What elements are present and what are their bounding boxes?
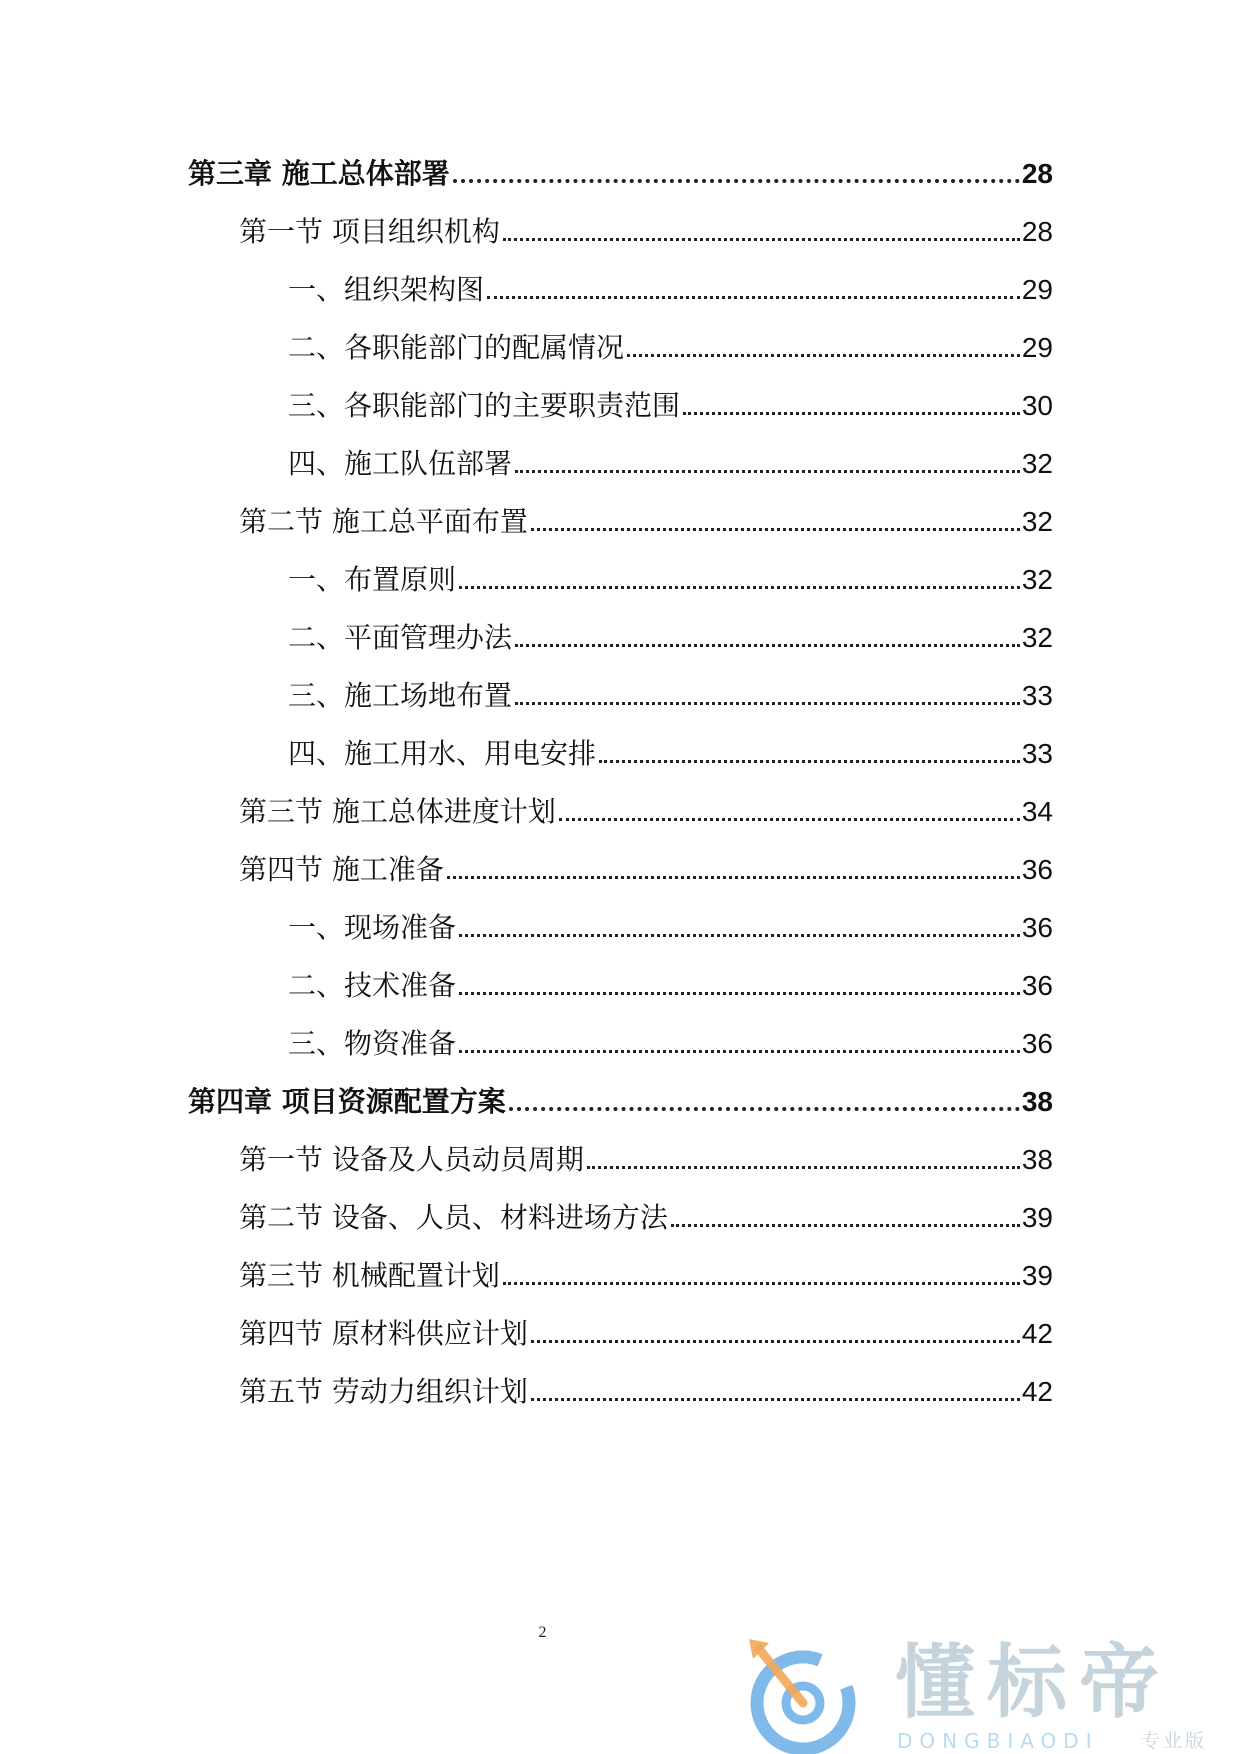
toc-entry-title: 第四节 施工准备: [239, 853, 444, 886]
toc-entry-subsection[interactable]: [288, 322, 1053, 366]
toc-entry-page: 32: [1021, 564, 1053, 595]
toc-entry-title: 一、组织架构图: [288, 273, 485, 306]
dot-leader: [447, 876, 1020, 879]
page-number: 2: [538, 1624, 547, 1641]
dot-leader: [671, 1224, 1020, 1227]
toc-entry-page: 33: [1021, 680, 1053, 711]
dot-leader: [515, 644, 1020, 647]
toc-entry-chapter[interactable]: [188, 148, 1053, 192]
toc-entry-subsection[interactable]: [288, 728, 1053, 772]
toc-entry-title: 第三节 机械配置计划: [239, 1259, 500, 1292]
dot-leader: [515, 702, 1020, 705]
toc-entry-subsection[interactable]: [288, 960, 1053, 1004]
toc-entry-subsection[interactable]: [288, 1018, 1053, 1062]
toc-entry-page: 39: [1021, 1202, 1053, 1233]
toc-entry-title: 二、技术准备: [288, 969, 457, 1002]
watermark: [745, 1635, 1225, 1754]
toc-entry-page: 30: [1021, 390, 1053, 421]
toc-entry-page: 29: [1021, 274, 1053, 305]
toc-entry-title: 三、各职能部门的主要职责范围: [288, 389, 681, 422]
toc-entry-section[interactable]: [239, 1192, 1053, 1236]
dot-leader: [559, 818, 1020, 821]
toc-entry-title: 第四节 原材料供应计划: [239, 1317, 528, 1350]
toc-entry-page: 34: [1021, 796, 1053, 827]
toc-entry-subsection[interactable]: [288, 438, 1053, 482]
toc-entry-chapter[interactable]: [188, 1076, 1053, 1120]
toc-entry-page: 42: [1021, 1376, 1053, 1407]
toc-entry-title: 二、各职能部门的配属情况: [288, 331, 625, 364]
watermark-brand: 懂标帝: [895, 1636, 1171, 1729]
toc-entry-page: 38: [1021, 1086, 1053, 1117]
dot-leader: [587, 1166, 1020, 1169]
toc-entry-title: 第二节 施工总平面布置: [239, 505, 528, 538]
toc-entry-title: 三、施工场地布置: [288, 679, 513, 712]
toc-entry-subsection[interactable]: [288, 612, 1053, 656]
toc-entry-page: 38: [1021, 1144, 1053, 1175]
dot-leader: [515, 470, 1020, 473]
toc-entry-section[interactable]: [239, 1366, 1053, 1410]
dot-leader: [459, 1050, 1020, 1053]
toc-entry-title: 第三章 施工总体部署: [188, 157, 450, 190]
dot-leader: [459, 934, 1020, 937]
toc-entry-section[interactable]: [239, 1308, 1053, 1352]
toc-entry-title: 四、施工用水、用电安排: [288, 737, 597, 770]
toc-entry-page: 36: [1021, 912, 1053, 943]
watermark-latin: DONGBIAODI: [897, 1729, 1099, 1753]
dot-leader: [503, 1282, 1020, 1285]
toc-entry-section[interactable]: [239, 786, 1053, 830]
dot-leader: [531, 1398, 1020, 1401]
dot-leader: [627, 354, 1020, 357]
toc-entry-title: 第二节 设备、人员、材料进场方法: [239, 1201, 668, 1234]
dot-leader: [487, 296, 1020, 299]
dot-leader: [459, 992, 1020, 995]
toc-entry-page: 32: [1021, 506, 1053, 537]
toc-entry-title: 一、现场准备: [288, 911, 457, 944]
dot-leader: [503, 238, 1020, 241]
toc-entry-page: 36: [1021, 970, 1053, 1001]
toc-entry-subsection[interactable]: [288, 264, 1053, 308]
toc-entry-section[interactable]: [239, 206, 1053, 250]
toc-entry-title: 第一节 项目组织机构: [239, 215, 500, 248]
toc-entry-page: 33: [1021, 738, 1053, 769]
dot-leader: [531, 528, 1020, 531]
toc-entry-subsection[interactable]: [288, 380, 1053, 424]
toc-entry-title: 第五节 劳动力组织计划: [239, 1375, 528, 1408]
dot-leader: [531, 1340, 1020, 1343]
toc-entry-page: 28: [1021, 216, 1053, 247]
toc-entry-title: 第一节 设备及人员动员周期: [239, 1143, 584, 1176]
toc-entry-section[interactable]: [239, 496, 1053, 540]
toc-entry-section[interactable]: [239, 1134, 1053, 1178]
toc-entry-title: 一、布置原则: [288, 563, 457, 596]
toc-entry-title: 三、物资准备: [288, 1027, 457, 1060]
target-logo-icon: [745, 1635, 875, 1754]
toc-entry-subsection[interactable]: [288, 670, 1053, 714]
dot-leader: [453, 179, 1020, 183]
dot-leader: [459, 586, 1020, 589]
toc-entry-title: 四、施工队伍部署: [288, 447, 513, 480]
toc-entry-page: 29: [1021, 332, 1053, 363]
toc-entry-page: 28: [1021, 158, 1053, 189]
dot-leader: [509, 1107, 1020, 1111]
watermark-edition: 专业版: [1141, 1730, 1208, 1752]
toc-entry-page: 42: [1021, 1318, 1053, 1349]
toc-entry-title: 第三节 施工总体进度计划: [239, 795, 556, 828]
toc-entry-page: 32: [1021, 448, 1053, 479]
toc-entry-section[interactable]: [239, 844, 1053, 888]
dot-leader: [683, 412, 1020, 415]
toc-entry-title: 二、平面管理办法: [288, 621, 513, 654]
toc-entry-subsection[interactable]: [288, 554, 1053, 598]
toc-entry-page: 39: [1021, 1260, 1053, 1291]
toc-entry-subsection[interactable]: [288, 902, 1053, 946]
toc-entry-title: 第四章 项目资源配置方案: [188, 1085, 506, 1118]
toc-entry-section[interactable]: [239, 1250, 1053, 1294]
toc-entry-page: 36: [1021, 854, 1053, 885]
toc-entry-page: 32: [1021, 622, 1053, 653]
toc-entry-page: 36: [1021, 1028, 1053, 1059]
dot-leader: [599, 760, 1020, 763]
